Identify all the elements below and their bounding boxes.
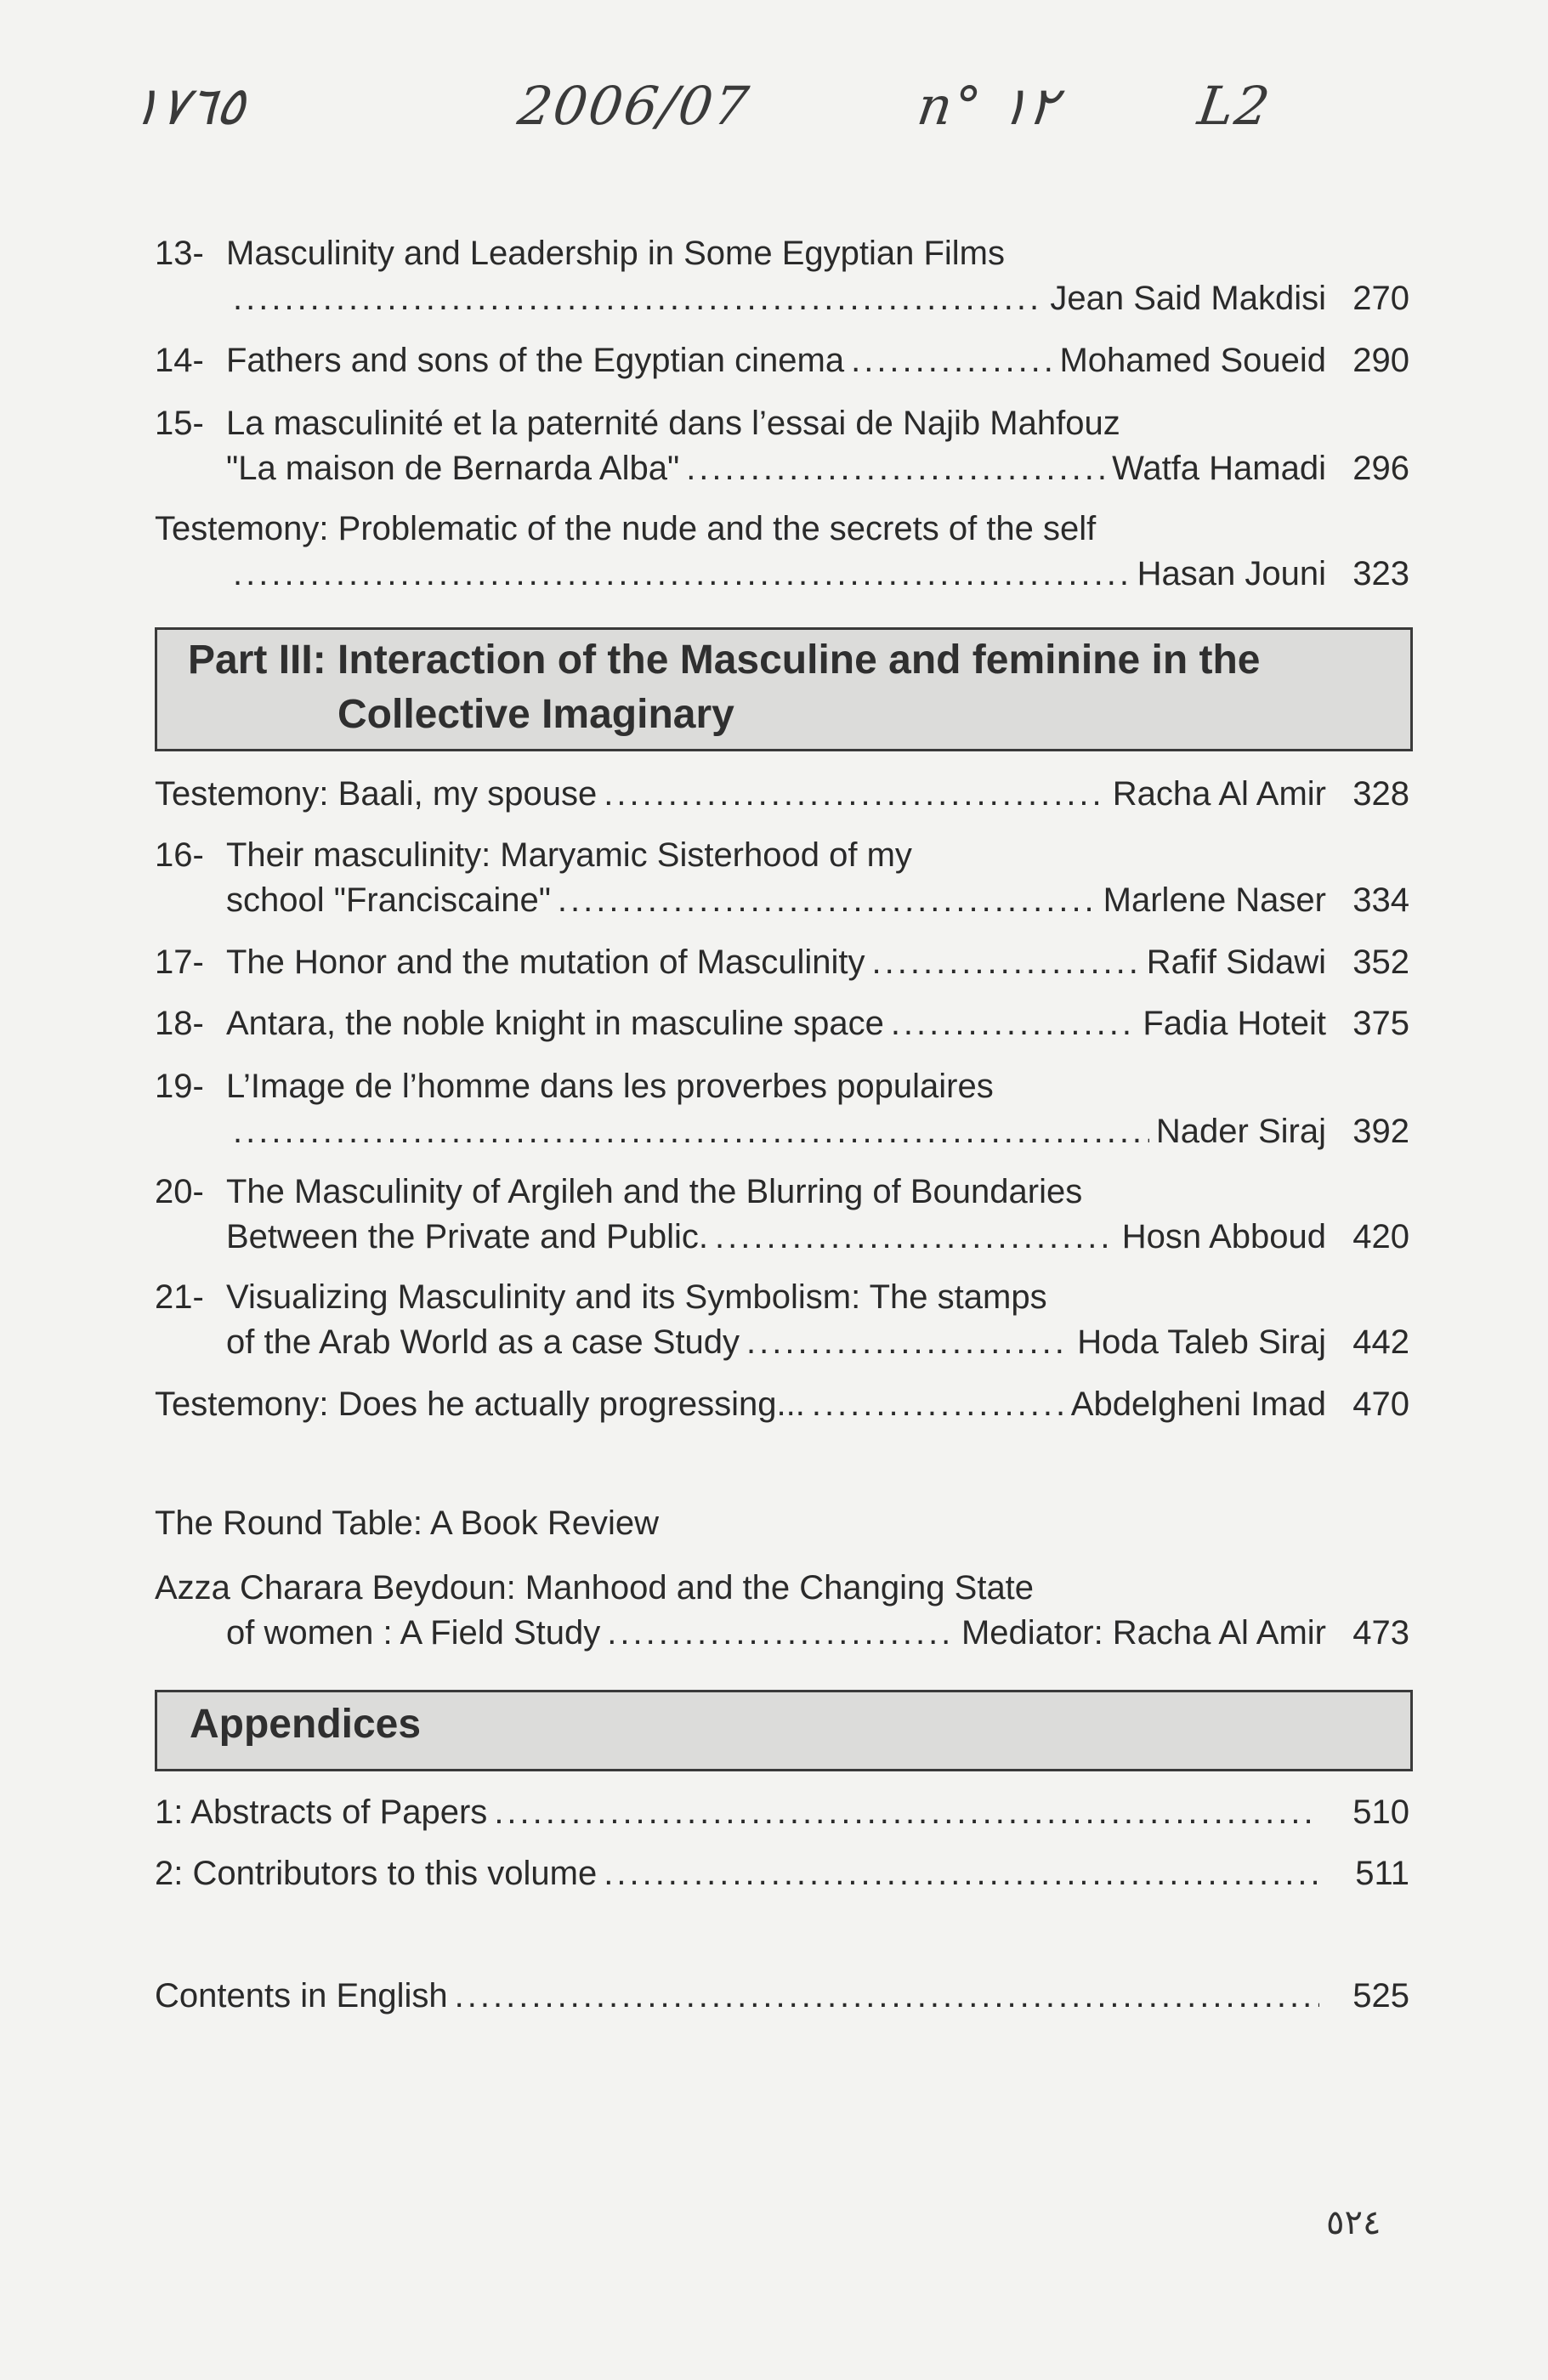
entry-author: Abdelgheni Imad — [1070, 1386, 1326, 1423]
handwritten-code: L2 — [1194, 75, 1275, 137]
leader-dots — [812, 1382, 1064, 1427]
entry-page: 420 — [1352, 1217, 1409, 1255]
entry-number: 17- — [155, 944, 204, 981]
entry-author: Mediator: Racha Al Amir — [961, 1613, 1326, 1652]
section-heading-line1: Part III: Interaction of the Masculine and feminine in the — [188, 638, 1261, 683]
entry-page: 442 — [1352, 1323, 1409, 1361]
roundtable-heading: The Round Table: A Book Review — [155, 1504, 659, 1542]
entry-number: 18- — [155, 1005, 204, 1042]
toc-entry — [155, 1170, 1409, 1260]
leader-dots — [455, 1974, 1319, 2019]
entry-number: 21- — [155, 1278, 204, 1316]
entry-title: La masculinité et la paternité dans l’essai de Najib Mahfouz — [226, 405, 1120, 442]
entry-page: 334 — [1352, 881, 1409, 919]
toc-entry — [155, 1851, 1409, 1896]
entry-title: 2: Contributors to this volume — [155, 1855, 598, 1892]
entry-number: 15- — [155, 405, 204, 442]
entry-author: Racha Al Amir — [1112, 775, 1326, 813]
entry-title-continued: school "Franciscaine" — [226, 881, 551, 919]
entry-title: The Masculinity of Argileh and the Blurring of Boundaries — [226, 1173, 1083, 1210]
entry-page: 375 — [1352, 1005, 1409, 1042]
entry-title: Testemony: Baali, my spouse — [155, 775, 598, 813]
leader-dots — [715, 1215, 1115, 1260]
leader-dots — [233, 552, 1131, 597]
toc-entry — [155, 940, 1409, 985]
entry-number: 14- — [155, 342, 204, 379]
entry-page: 525 — [1352, 1977, 1409, 2014]
entry-title: L’Image de l’homme dans les proverbes populaires — [226, 1068, 994, 1105]
toc-entry — [155, 1790, 1409, 1835]
leader-dots — [604, 772, 1106, 817]
page-folio: ٥٢٤ — [1326, 2203, 1381, 2242]
toc-entry — [155, 507, 1409, 597]
entry-title-continued: "La maison de Bernarda Alba" — [226, 449, 680, 487]
leader-dots — [891, 1001, 1137, 1046]
entry-title: 1: Abstracts of Papers — [155, 1794, 488, 1831]
leader-dots — [872, 940, 1140, 985]
section-heading-line2: Collective Imaginary — [337, 692, 734, 737]
entry-number: 13- — [155, 235, 204, 272]
leader-dots — [233, 1109, 1149, 1154]
toc-entry — [155, 231, 1409, 321]
entry-author: Rafif Sidawi — [1146, 944, 1326, 981]
entry-page: 352 — [1352, 944, 1409, 981]
entry-author: Jean Said Makdisi — [1050, 279, 1326, 317]
toc-entry — [155, 1001, 1409, 1046]
toc-entry — [155, 772, 1409, 817]
entry-title: Contents in English — [155, 1977, 448, 2014]
entry-page: 511 — [1355, 1855, 1409, 1892]
section-heading-appendices — [155, 1690, 1413, 1771]
entry-author: Mohamed Soueid — [1059, 342, 1326, 379]
entry-title: Testemony: Does he actually progressing... — [155, 1386, 805, 1423]
entry-author: Nader Siraj — [1155, 1112, 1326, 1150]
leader-dots — [233, 276, 1043, 321]
entry-page: 392 — [1352, 1112, 1409, 1150]
toc-entry — [155, 1064, 1409, 1154]
toc-entry — [155, 401, 1409, 491]
entry-title: Azza Charara Beydoun: Manhood and the Changing State — [155, 1569, 1035, 1606]
entry-number: 20- — [155, 1173, 204, 1210]
entry-author: Hosn Abboud — [1121, 1217, 1326, 1255]
section-heading-title: Appendices — [190, 1702, 422, 1747]
toc-entry — [155, 1275, 1409, 1365]
leader-dots — [558, 878, 1097, 923]
entry-title-continued: of the Arab World as a case Study — [226, 1323, 740, 1361]
handwritten-number: ١٧٦٥ — [127, 75, 250, 137]
entry-number: 19- — [155, 1068, 204, 1105]
entry-page: 470 — [1352, 1386, 1409, 1423]
toc-entry — [155, 1566, 1409, 1656]
leader-dots — [494, 1790, 1319, 1835]
entry-title: Visualizing Masculinity and its Symbolism: The stamps — [226, 1278, 1047, 1316]
entry-page: 323 — [1352, 554, 1409, 592]
leader-dots — [686, 446, 1105, 491]
toc-entry — [155, 1382, 1409, 1427]
toc-entry — [155, 338, 1409, 383]
entry-title: Fathers and sons of the Egyptian cinema — [226, 342, 845, 379]
entry-number: 16- — [155, 836, 204, 874]
entry-author: Fadia Hoteit — [1143, 1005, 1326, 1042]
toc-entry — [155, 833, 1409, 923]
leader-dots — [851, 338, 1052, 383]
leader-dots — [746, 1320, 1070, 1365]
entry-page: 473 — [1352, 1613, 1409, 1652]
entry-title: The Honor and the mutation of Masculinity — [226, 944, 865, 981]
toc-entry — [155, 1974, 1409, 2019]
leader-dots — [607, 1611, 955, 1656]
entry-title: Testemony: Problematic of the nude and the secrets of the self — [155, 510, 1097, 547]
entry-author: Hasan Jouni — [1137, 554, 1326, 592]
section-heading-part-iii — [155, 627, 1413, 751]
handwritten-date: 2006/07 — [513, 75, 754, 137]
entry-page: 510 — [1352, 1794, 1409, 1831]
entry-title: Antara, the noble knight in masculine space — [226, 1005, 884, 1042]
entry-title: Masculinity and Leadership in Some Egyptian Films — [226, 235, 1005, 272]
entry-author: Watfa Hamadi — [1112, 449, 1326, 487]
leader-dots — [604, 1851, 1319, 1896]
entry-page: 328 — [1352, 775, 1409, 813]
entry-page: 290 — [1352, 342, 1409, 379]
entry-title: Their masculinity: Maryamic Sisterhood of my — [226, 836, 912, 874]
entry-author: Hoda Taleb Siraj — [1077, 1323, 1326, 1361]
entry-page: 296 — [1352, 449, 1409, 487]
entry-author: Marlene Naser — [1103, 881, 1326, 919]
entry-title-continued: of women : A Field Study — [226, 1613, 601, 1652]
entry-title-continued: Between the Private and Public. — [226, 1217, 709, 1255]
entry-page: 270 — [1352, 279, 1409, 317]
handwritten-issue: n° ١٢ — [913, 75, 1062, 137]
